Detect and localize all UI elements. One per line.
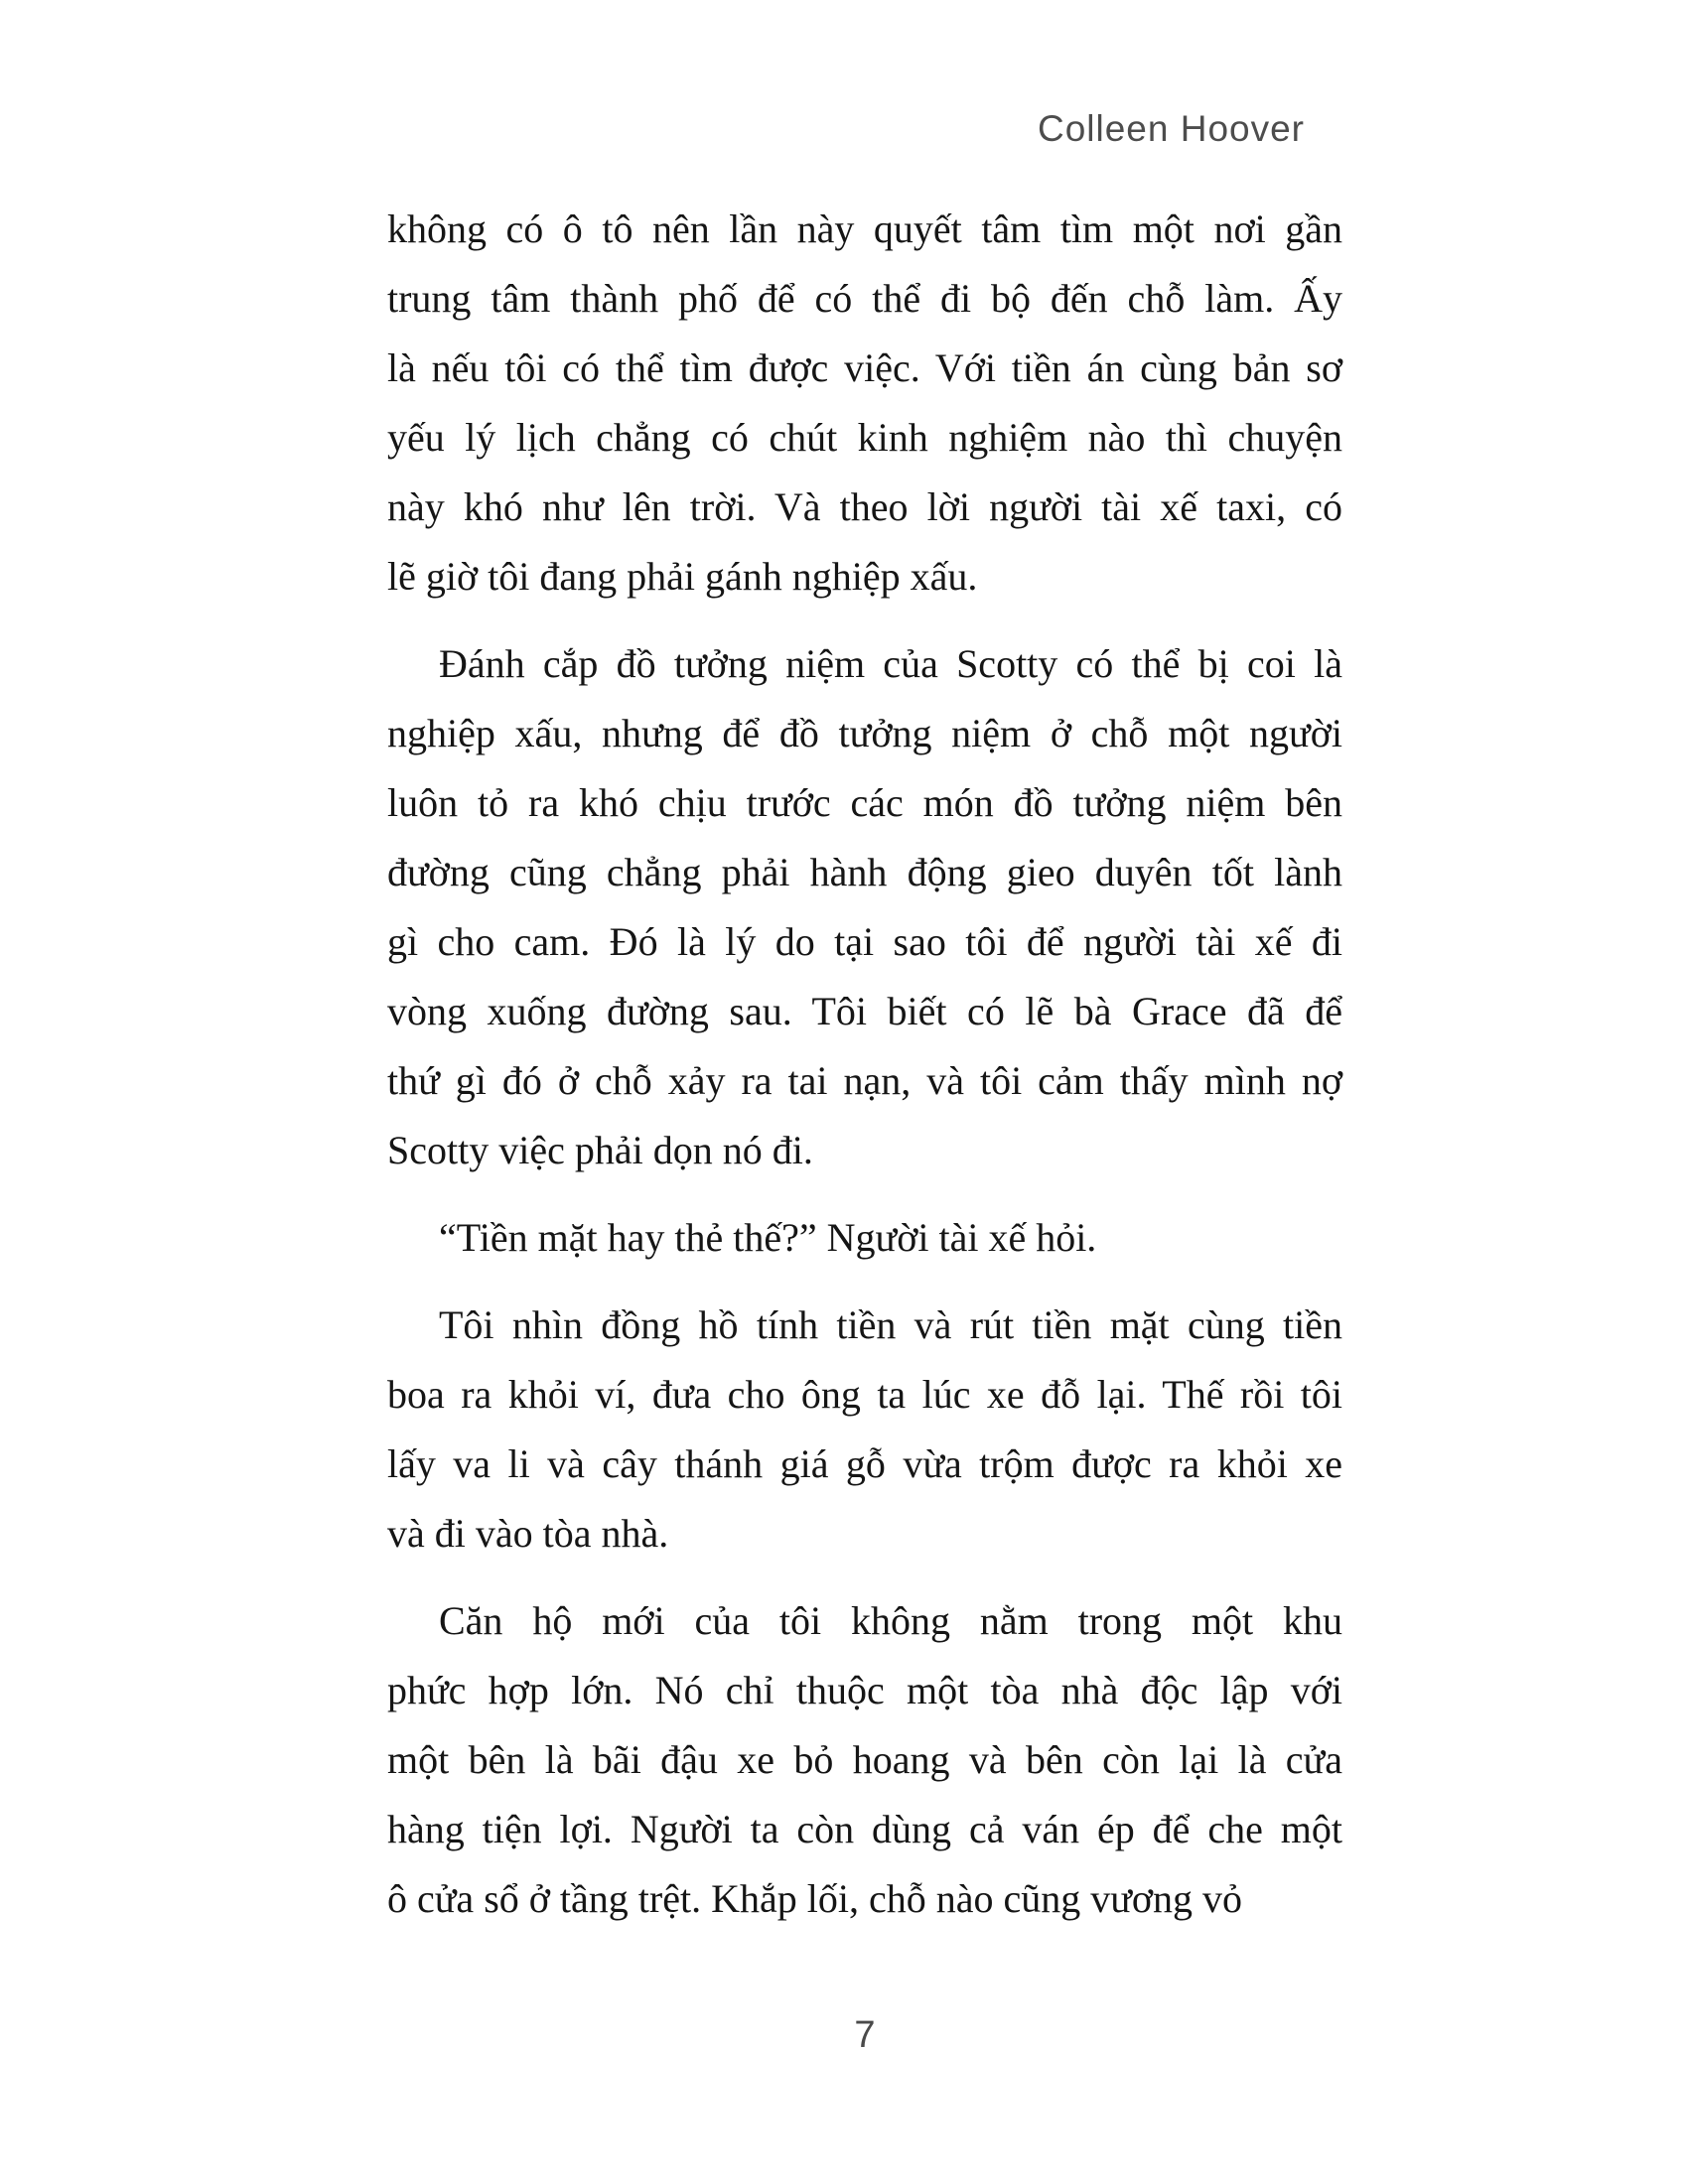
text-line: một bên là bãi đậu xe bỏ hoang và bên còn lại là cửa — [387, 1737, 1342, 1782]
text-line: Đánh cắp đồ tưởng niệm của Scotty có thể bị coi là — [439, 641, 1342, 686]
text-line: thứ gì đó ở chỗ xảy ra tai nạn, và tôi cảm thấy mình nợ — [387, 1058, 1342, 1103]
text-line: gì cho cam. Đó là lý do tại sao tôi để người tài xế đi — [387, 919, 1342, 964]
text-line: trung tâm thành phố để có thể đi bộ đến chỗ làm. Ấy — [387, 276, 1342, 321]
paragraph — [387, 629, 1342, 1185]
page-number: 7 — [854, 2014, 876, 2056]
text-line: này khó như lên trời. Và theo lời người tài xế taxi, có — [387, 484, 1342, 529]
text-line: là nếu tôi có thể tìm được việc. Với tiền án cùng bản sơ — [387, 345, 1342, 390]
text-line: ô cửa sổ ở tầng trệt. Khắp lối, chỗ nào cũng vương vỏ — [387, 1876, 1243, 1921]
page-footer — [387, 2013, 1342, 2057]
running-header — [387, 107, 1342, 151]
paragraph — [387, 195, 1342, 612]
paragraph — [387, 1291, 1342, 1569]
text-line: Căn hộ mới của tôi không nằm trong một khu — [439, 1598, 1342, 1643]
text-line: “Tiền mặt hay thẻ thế?” Người tài xế hỏi. — [439, 1215, 1097, 1260]
text-line: lấy va li và cây thánh giá gỗ vừa trộm được ra khỏi xe — [387, 1441, 1342, 1486]
text-line: yếu lý lịch chẳng có chút kinh nghiệm nào thì chuyện — [387, 415, 1342, 460]
text-line: vòng xuống đường sau. Tôi biết có lẽ bà Grace đã để — [387, 989, 1342, 1033]
text-line: đường cũng chẳng phải hành động gieo duyên tốt lành — [387, 850, 1342, 894]
paragraph — [387, 1586, 1342, 1934]
text-line: luôn tỏ ra khó chịu trước các món đồ tưởng niệm bên — [387, 780, 1342, 825]
text-line: boa ra khỏi ví, đưa cho ông ta lúc xe đỗ lại. Thế rồi tôi — [387, 1372, 1342, 1417]
text-body — [387, 195, 1342, 1934]
text-line: không có ô tô nên lần này quyết tâm tìm một nơi gần — [387, 206, 1342, 251]
text-line: Scotty việc phải dọn nó đi. — [387, 1128, 813, 1172]
paragraph — [387, 1203, 1342, 1273]
text-line: hàng tiện lợi. Người ta còn dùng cả ván ép để che một — [387, 1807, 1342, 1851]
text-line: và đi vào tòa nhà. — [387, 1511, 669, 1556]
text-line: nghiệp xấu, nhưng để đồ tưởng niệm ở chỗ một người — [387, 711, 1342, 755]
author-name: Colleen Hoover — [1037, 108, 1305, 149]
text-line: lẽ giờ tôi đang phải gánh nghiệp xấu. — [387, 554, 978, 599]
text-line: phức hợp lớn. Nó chỉ thuộc một tòa nhà độc lập với — [387, 1668, 1342, 1712]
text-line: Tôi nhìn đồng hồ tính tiền và rút tiền mặt cùng tiền — [439, 1302, 1342, 1347]
